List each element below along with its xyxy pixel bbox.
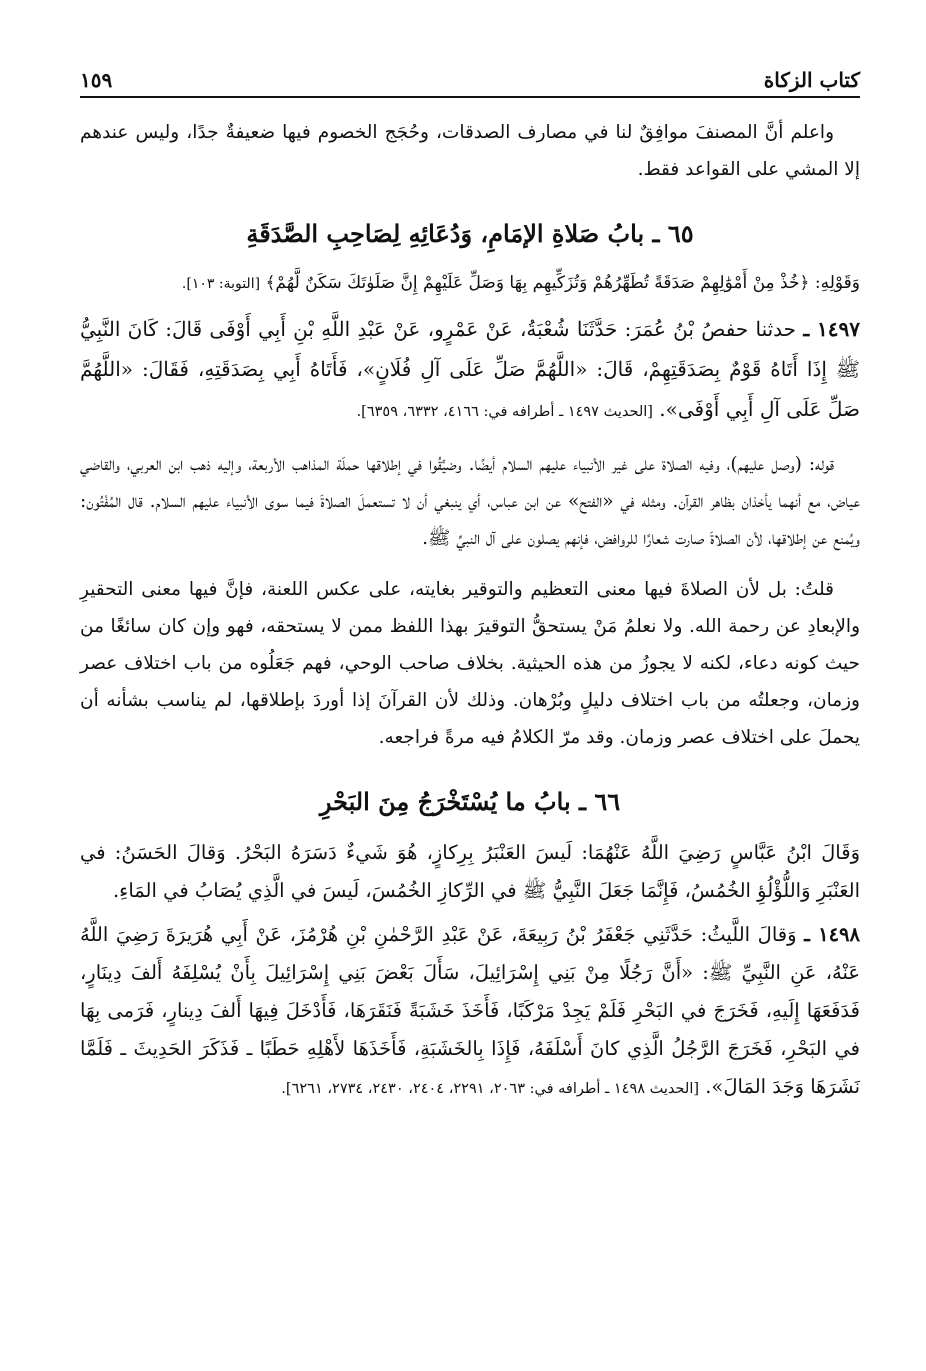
hadith-number: ١٤٩٧ ـ (803, 317, 861, 341)
header-rule (80, 96, 860, 98)
chapter-65-verse (80, 266, 860, 301)
verse-reference: [التوبة: ١٠٣]. (181, 276, 261, 292)
hadith-citation: [الحديث ١٤٩٨ ـ أطرافه في: ٢٠٦٣، ٢٢٩١، ٢٤٠٤، ٢٤٣٠، ٢٧٣٤، ٦٢٦١]. (281, 1081, 700, 1097)
page-header (80, 58, 860, 92)
book-title: كتاب الزكاة (763, 68, 860, 92)
hadith-1498 (80, 916, 860, 1108)
commentary-paragraph-2: قلتُ: بل لأن الصلاةَ فيها معنى التعظيم والتوقير بغايته، على عكس اللعنة، فإنَّ فيها معنى التحقيرِ والإبعادِ عن رحمة الله. ولا نعلمُ مَنْ يستحقُّ التوقيرَ بهذا اللفظ ممن لا يستحقه، فهو وإن كان سائغًا من حيث كونه دعاء، لكنه لا يجوزُ من هذه الحيثية. بخلاف صاحب الوحي، فهم جَعَلُوه من باب اختلاف عصر وزمان، وجعلتُه من باب اختلاف دليلٍ وبُرْهان. وذلك لأن القرآنَ إذا أوردَ بإطلاقها، لم يناسب بشأنه أن يحملَ على اختلاف عصر وزمان. وقد مرّ الكلامُ فيه مرةً فراجعه. (80, 579, 860, 748)
chapter-66-title: ٦٦ ـ بابُ ما يُسْتَخْرَجُ مِنَ البَحْرِ (319, 787, 621, 816)
chapter-65-title: ٦٥ ـ بابُ صَلاةِ الإمَامِ، وَدُعَائِهِ لِصَاحِبِ الصَّدَقَةِ (246, 219, 694, 248)
intro-paragraph: واعلم أنَّ المصنفَ موافِقٌ لنا في مصارف الصدقات، وحُجَج الخصوم فيها ضعيفةٌ جدًا، وليس عندهم إلا المشي على القواعد فقط. (80, 122, 860, 180)
hadith-text: وَقالَ اللَّيثُ: حَدَّثَنِي جَعْفَرُ بْنُ رَبِيعَةَ، عَنْ عَبْدِ الرَّحْمٰنِ بْنِ هُرْمُزَ، عَنْ أَبِي هُرَيرَةَ رَضِيَ اللَّهُ عَنْهُ، عَنِ النَّبِيِّ ﷺ: «أَنَّ رَجُلًا مِنْ بَنِي إِسْرَائِيلَ، سَأَلَ بَعْضَ بَنِي إِسْرَائِيلَ بِأَنْ يُسْلِفَهُ أَلفَ دِينَارٍ، فَدَفَعَهَا إِلَيهِ، فَخَرَجَ في البَحْرِ فَلَمْ يَجِدْ مَرْكَبًا، فَأَخَذَ خَشَبَةً فَنَقَرَهَا، فَأَدْخَلَ فِيهَا أَلفَ دِينارٍ، فَرَمى بِهَا في البَحْرِ، فَخَرَجَ الرَّجُلُ الَّذِي كانَ أَسْلَفَهُ، فَإِذَا بِالخَشَبَةِ، فَأَخَذَهَا لأَهْلِهِ حَطَبًا ـ فَذَكَرَ الحَدِيثَ ـ فَلَمَّا نَشَرَهَا وَجَدَ المَالَ». (80, 923, 860, 1098)
hadith-1497 (80, 309, 860, 432)
page-body (80, 114, 860, 1108)
hadith-number: ١٤٩٨ ـ (804, 923, 860, 946)
verse-text: وَقَوْلِهِ: ﴿خُذْ مِنْ أَمْوَٰلِهِمْ صَدَقَةً تُطَهِّرُهُمْ وَتُزَكِّيهِم بِهَا وَصَلِّ عَلَيْهِمْ إِنَّ صَلَوٰتَكَ سَكَنٌ لَّهُمْ﴾ (265, 273, 860, 293)
page-number: ١٥٩ (80, 68, 113, 92)
hadith-text: حدثنا حفصُ بْنُ عُمَرَ: حَدَّثَنَا شُعْبَةُ، عَنْ عَمْرٍو، عَنْ عَبْدِ اللَّهِ بْنِ أَبِي أَوْفَى قَالَ: كَانَ النَّبِيُّ ﷺ إِذَا أَتَاهُ قَوْمٌ بِصَدَقَتِهِمْ، قَالَ: «اللَّهُمَّ صَلِّ عَلَى آلِ فُلَانٍ»، فَأَتَاهُ أَبِي بِصَدَقَتِهِ، فَقَالَ: «اللَّهُمَّ صَلِّ عَلَى آلِ أَبِي أَوْفَى». (80, 317, 860, 421)
commentary-paragraph-1: قوله: (وصل عليهم)، وفيه الصلاة على غير الأنبياء عليهم السلام أيضًا. وضيَّقُوا في إطلاقها حملَة المذاهب الأربعة، وإليه ذهب ابن العربي، والقاضي عياض، مع أنهما يأخذان بظاهر القرآن. ومثله في «الفتح» عن ابن عباس، أي ينبغي أن لا تستعملَ الصلاةَ فيما سوى الأنبياء عليهم السلام. قال المُفْتُون: ويُمنع عن إطلاقها، لأن الصلاةَ صارت شعارًا للروافض، فإنهم يصلون على آل النبيِّ ﷺ. (80, 454, 860, 549)
hadith-citation: [الحديث ١٤٩٧ ـ أطرافه في: ٤١٦٦، ٦٣٣٢، ٦٣٥٩]. (356, 404, 653, 420)
chapter-66-text: وَقَالَ ابْنُ عَبَّاسٍ رَضِيَ اللَّهُ عَنْهُمَا: لَيسَ العَنْبَرُ بِرِكازٍ، هُوَ شَيءٌ دَسَرَهُ البَحْرُ. وَقالَ الحَسَنُ: في العَنْبَرِ وَاللُّؤْلُؤِ الخُمُسُ، فَإِنَّمَا جَعَلَ النَّبِيُّ ﷺ في الرِّكازِ الخُمُسَ، لَيسَ في الَّذِي يُصَابُ في المَاءِ. (80, 841, 860, 902)
